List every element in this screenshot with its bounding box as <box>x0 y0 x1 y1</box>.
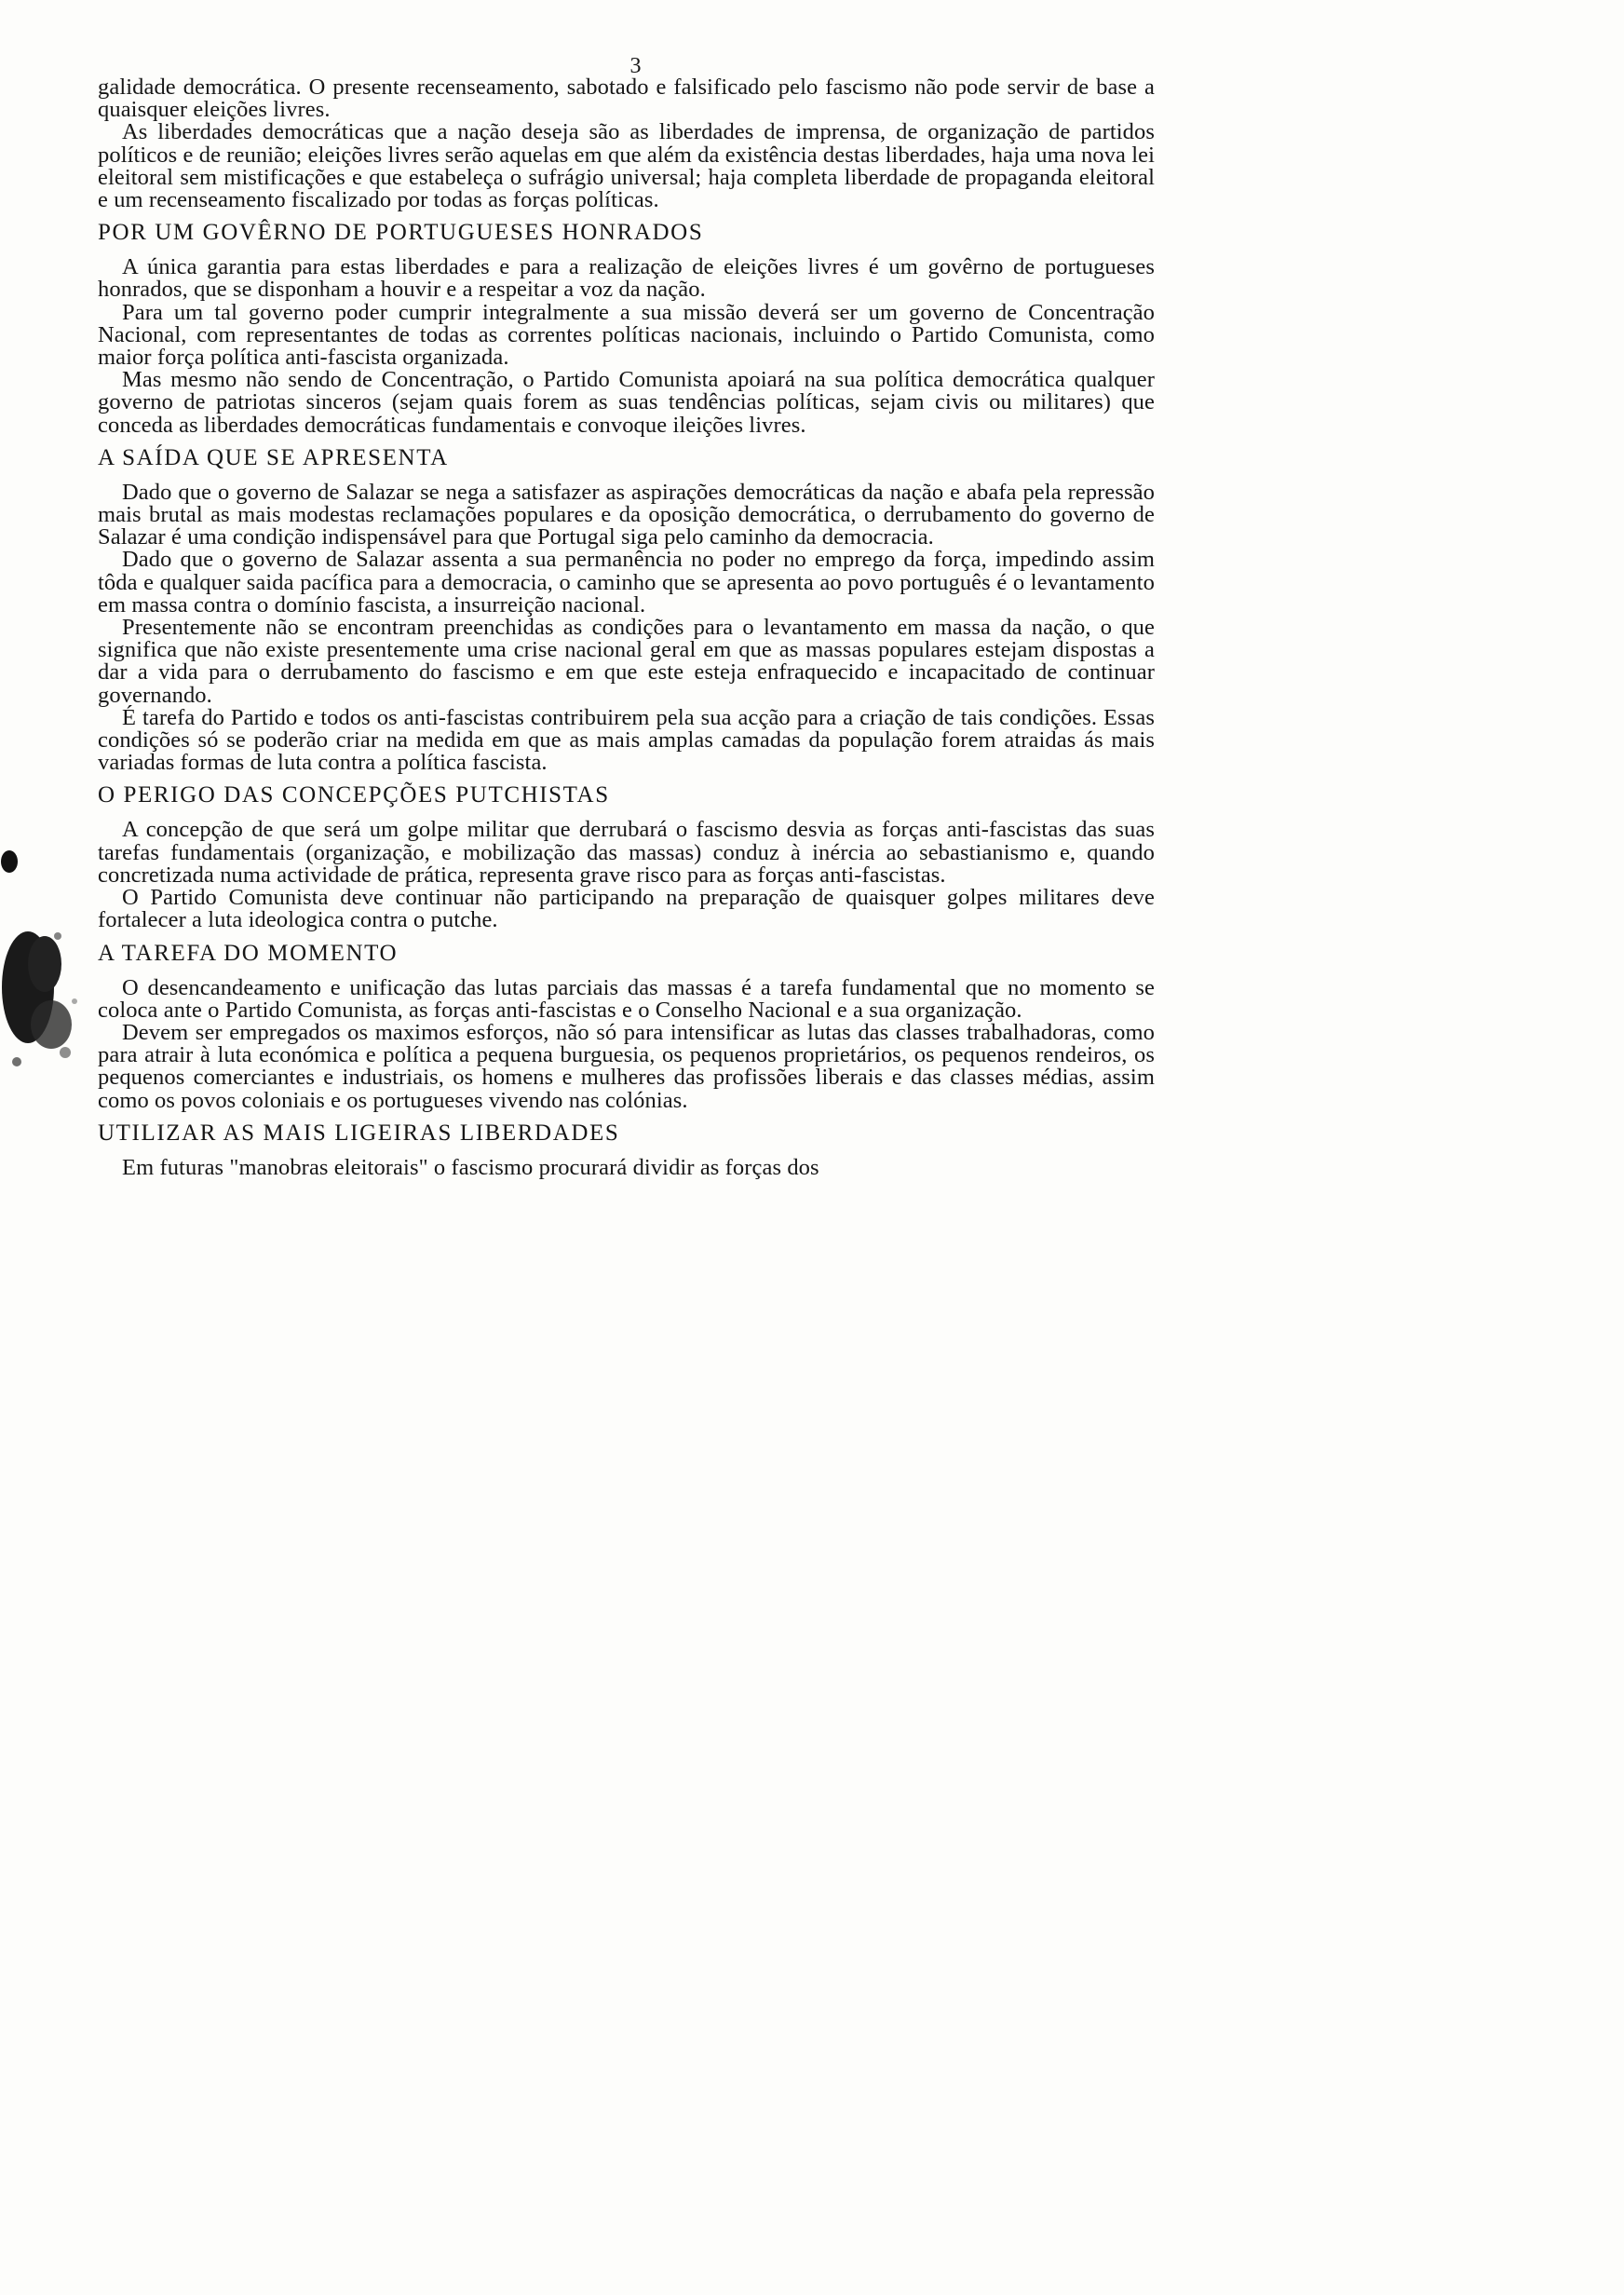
section-heading-utilizar: UTILIZAR AS MAIS LIGEIRAS LIBERDADES <box>98 1120 620 1146</box>
section-tarefa <box>98 942 1155 1112</box>
section-paragraph: O desencandeamento e unificação das lutas parciais das massas é a tarefa fundamental que no momento se coloca ante o Partido Comunista, as forças anti-fascistas e o Conselho Nacional e a sua organização. <box>98 974 1155 1023</box>
section-heading-governo: POR UM GOVÊRNO DE PORTUGUESES HONRADOS <box>98 220 704 246</box>
section-perigo <box>98 783 1155 931</box>
text-column <box>98 56 1155 1185</box>
section-paragraph: Presentemente não se encontram preenchidas as condições para o levantamento em massa da nação, o que significa que não existe presentemente uma crise nacional geral em que as massas populares estejam dispostas a dar a vida para o derrubamento do fascismo e em que este esteja enfraquecido e incapacitado de continuar governando. <box>98 615 1155 708</box>
section-paragraph: Devem ser empregados os maximos esforços, não só para intensificar as lutas das classes trabalhadoras, como para atrair à luta económica e política a pequena burguesia, os pequenos proprietários, os pequenos rendeiros, os pequenos comerciantes e industriais, os homens e mulheres das profissões liberais e das classes médias, assim como os povos coloniais e os portugueses vivendo nas colónias. <box>98 1019 1155 1113</box>
section-heading-tarefa: A TAREFA DO MOMENTO <box>98 940 399 966</box>
section-heading-saida: A SAÍDA QUE SE APRESENTA <box>98 444 449 470</box>
section-paragraph: É tarefa do Partido e todos os anti-fascistas contribuirem pela sua acção para a criação de tais condições. Essas condições só se poderão criar na medida em que as mais amplas camadas da população forem atraidas ás mais variadas formas de luta contra a política fascista. <box>98 704 1155 776</box>
intro-paragraph-1: galidade democrática. O presente recenseamento, sabotado e falsificado pelo fascismo não pode servir de base a quaisquer eleições livres. <box>98 75 1155 123</box>
intro-block <box>98 76 1155 211</box>
section-governo <box>98 221 1155 437</box>
section-paragraph: Para um tal governo poder cumprir integralmente a sua missão deverá ser um governo de Concentração Nacional, com representantes de todas as correntes políticas nacionais, incluindo o Partido Comunista, como maior força política anti-fascista organizada. <box>98 299 1155 371</box>
section-paragraph: A concepção de que será um golpe militar que derrubará o fascismo desvia as forças anti-fascistas das suas tarefas fundamentais (organização, e mobilização das massas) conduz à inércia ao sebastianismo e, quando concretizada numa actividade de prática, representa grave risco para as forças anti-fascistas. <box>98 817 1155 888</box>
ink-blot-mark <box>0 824 84 1104</box>
section-paragraph: Em futuras "manobras eleitorais" o fascismo procurará dividir as forças dos <box>122 1154 819 1180</box>
section-paragraph: Dado que o governo de Salazar se nega a satisfazer as aspirações democráticas da nação e abafa pela repressão mais brutal as mais modestas reclamações populares e da oposição democrática, o derrubamento do governo de Salazar é uma condição indispensável para que Portugal siga pelo caminho da democracia. <box>98 479 1155 550</box>
intro-paragraph-2: As liberdades democráticas que a nação deseja são as liberdades de imprensa, de organização de partidos políticos e de reunião; eleições livres serão aquelas em que além da existência destas liberdades, haja uma nova lei eleitoral sem mistificações e que estabeleça o sufrágio universal; haja completa liberdade de propaganda eleitoral e um recenseamento fiscalizado por todas as forças políticas. <box>98 119 1155 213</box>
section-heading-perigo: O PERIGO DAS CONCEPÇÕES PUTCHISTAS <box>98 782 610 808</box>
section-paragraph: A única garantia para estas liberdades e para a realização de eleições livres é um govêrno de portugueses honrados, que se disponham a houvir e a respeitar a voz da nação. <box>98 254 1155 303</box>
section-paragraph: Mas mesmo não sendo de Concentração, o Partido Comunista apoiará na sua política democrática qualquer governo de patriotas sinceros (sejam quais forem as suas tendências políticas, sejam civis ou militares) que conceda as liberdades democráticas fundamentais e convoque ileições livres. <box>98 367 1155 438</box>
section-utilizar <box>98 1121 1155 1179</box>
section-paragraph: O Partido Comunista deve continuar não participando na preparação de quaisquer golpes militares deve fortalecer a luta ideologica contra o putche. <box>98 885 1155 933</box>
section-paragraph: Dado que o governo de Salazar assenta a sua permanência no poder no emprego da força, impedindo assim tôda e qualquer saida pacífica para a democracia, o caminho que se apresenta ao povo português é o levantamento em massa contra o domínio fascista, a insurreição nacional. <box>98 547 1155 618</box>
page-number: 3 <box>629 54 642 78</box>
section-saida <box>98 446 1155 775</box>
